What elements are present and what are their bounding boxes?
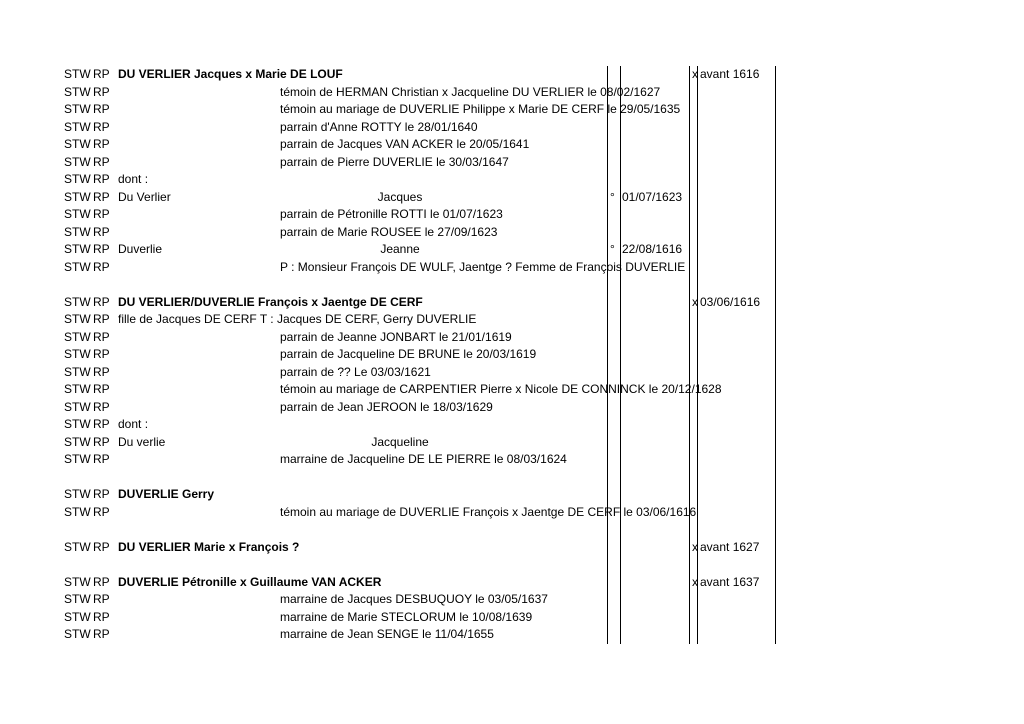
person-entry: DU VERLIER Marie x François ? [118,539,300,554]
child-first-name: Jeanne [380,242,420,256]
source-code: STW [64,504,91,519]
source-code: STW [64,434,91,449]
register-code: RP [93,102,110,116]
event-description: témoin au mariage de DUVERLIE Philippe x Marie DE CERF le 29/05/1635 [280,102,681,116]
person-entry: DUVERLIE Gerry [118,487,215,501]
record-row [0,434,1024,451]
source-code: STW [64,137,91,151]
record-row [0,539,1024,556]
register-code: RP [93,119,110,134]
record-row [0,451,1024,468]
register-code: RP [93,364,110,379]
source-code: STW [64,119,91,134]
person-entry: Duverlie [118,242,163,256]
record-row [0,224,1024,241]
source-code: STW [64,189,91,204]
source-code: STW [64,627,91,641]
event-description: parrain de Jean JEROON le 18/03/1629 [280,399,493,414]
event-description: témoin de HERMAN Christian x Jacqueline DU VERLIER le 08/02/1627 [280,84,661,99]
register-code: RP [93,434,110,449]
source-code: STW [64,364,91,379]
record-row [0,136,1024,153]
record-row [0,294,1024,311]
record-row [0,119,1024,136]
record-row [0,486,1024,503]
record-row [0,591,1024,608]
register-code: RP [93,627,110,641]
register-code: RP [93,189,110,204]
marriage-mark: x [692,574,698,589]
source-code: STW [64,417,91,431]
event-description: marraine de Marie STECLORUM le 10/08/1639 [280,609,533,624]
record-row [0,276,1024,293]
source-code: STW [64,102,91,116]
source-code: STW [64,609,91,624]
source-code: STW [64,312,91,326]
event-description: parrain de Pierre DUVERLIE le 30/03/1647 [280,154,509,169]
person-entry: dont : [118,172,149,186]
event-description: parrain de ?? Le 03/03/1621 [280,364,431,379]
record-row [0,626,1024,643]
source-code: STW [64,574,91,589]
birth-mark: ° [610,189,615,204]
event-description: parrain de Marie ROUSEE le 27/09/1623 [280,224,498,239]
event-description: témoin au mariage de CARPENTIER Pierre x Nicole DE CONNINCK le 20/12/1628 [280,382,722,396]
register-code: RP [93,67,110,81]
source-code: STW [64,399,91,414]
event-description: parrain de Pétronille ROTTI le 01/07/1623 [280,207,503,221]
register-code: RP [93,224,110,239]
register-code: RP [93,574,110,589]
register-code: RP [93,84,110,99]
record-row [0,66,1024,83]
source-code: STW [64,382,91,396]
source-code: STW [64,224,91,239]
register-code: RP [93,539,110,554]
marriage-mark: x [692,294,698,309]
child-first-name: Jacques [377,189,423,204]
register-code: RP [93,312,110,326]
register-code: RP [93,399,110,414]
person-entry: Du Verlier [118,189,171,204]
child-first-name: Jacqueline [371,434,429,449]
person-entry: dont : [118,417,149,431]
source-code: STW [64,84,91,99]
register-code: RP [93,137,110,151]
event-description: parrain de Jacques VAN ACKER le 20/05/1641 [280,137,530,151]
marriage-date: avant 1627 [700,539,760,554]
source-code: STW [64,487,91,501]
birth-date: 22/08/1616 [622,242,683,256]
record-row [0,206,1024,223]
event-description: marraine de Jean SENGE le 11/04/1655 [280,627,494,641]
register-code: RP [93,417,110,431]
marriage-date: avant 1637 [700,574,760,589]
register-code: RP [93,592,110,606]
register-code: RP [93,207,110,221]
source-code: STW [64,207,91,221]
register-code: RP [93,294,110,309]
record-row [0,329,1024,346]
event-description: parrain de Jacqueline DE BRUNE le 20/03/1619 [280,347,537,361]
register-code: RP [93,452,110,466]
register-code: RP [93,172,110,186]
source-code: STW [64,347,91,361]
record-row [0,171,1024,188]
source-code: STW [64,67,91,81]
source-code: STW [64,259,91,274]
marriage-date: 03/06/1616 [700,294,761,309]
event-description: parrain d'Anne ROTTY le 28/01/1640 [280,119,478,134]
source-code: STW [64,329,91,344]
person-entry: DU VERLIER/DUVERLIE François x Jaentge DE CERF [118,294,423,309]
record-row [0,381,1024,398]
person-entry: DU VERLIER Jacques x Marie DE LOUF [118,67,343,81]
event-description: témoin au mariage de DUVERLIE François x Jaentge DE CERF le 03/06/1616 [280,504,697,519]
marriage-mark: x [692,539,698,554]
record-row [0,364,1024,381]
source-code: STW [64,242,91,256]
source-code: STW [64,452,91,466]
record-row [0,84,1024,101]
event-description: parrain de Jeanne JONBART le 21/01/1619 [280,329,512,344]
event-description: P : Monsieur François DE WULF, Jaentge ? Femme de François DUVERLIE [280,259,686,274]
marriage-mark: x [692,67,698,81]
event-description: marraine de Jacques DESBUQUOY le 03/05/1637 [280,592,548,606]
record-row [0,101,1024,118]
record-row [0,609,1024,626]
record-row [0,416,1024,433]
record-row [0,189,1024,206]
source-code: STW [64,154,91,169]
register-code: RP [93,347,110,361]
record-row [0,154,1024,171]
register-code: RP [93,329,110,344]
source-code: STW [64,172,91,186]
record-row [0,521,1024,538]
register-code: RP [93,382,110,396]
record-row [0,346,1024,363]
record-row [0,556,1024,573]
birth-date: 01/07/1623 [622,189,683,204]
record-row [0,399,1024,416]
record-row [0,311,1024,328]
source-code: STW [64,539,91,554]
record-row [0,504,1024,521]
record-row [0,574,1024,591]
record-row [0,469,1024,486]
register-code: RP [93,154,110,169]
person-entry: fille de Jacques DE CERF T : Jacques DE CERF, Gerry DUVERLIE [118,312,477,326]
register-code: RP [93,242,110,256]
register-code: RP [93,487,110,501]
record-row [0,259,1024,276]
event-description: marraine de Jacqueline DE LE PIERRE le 08/03/1624 [280,452,567,466]
register-code: RP [93,609,110,624]
person-entry: DUVERLIE Pétronille x Guillaume VAN ACKER [118,574,382,589]
record-row [0,241,1024,258]
source-code: STW [64,294,91,309]
person-entry: Du verlie [118,434,166,449]
register-code: RP [93,504,110,519]
register-code: RP [93,259,110,274]
birth-mark: ° [610,242,615,256]
marriage-date: avant 1616 [700,67,760,81]
source-code: STW [64,592,91,606]
